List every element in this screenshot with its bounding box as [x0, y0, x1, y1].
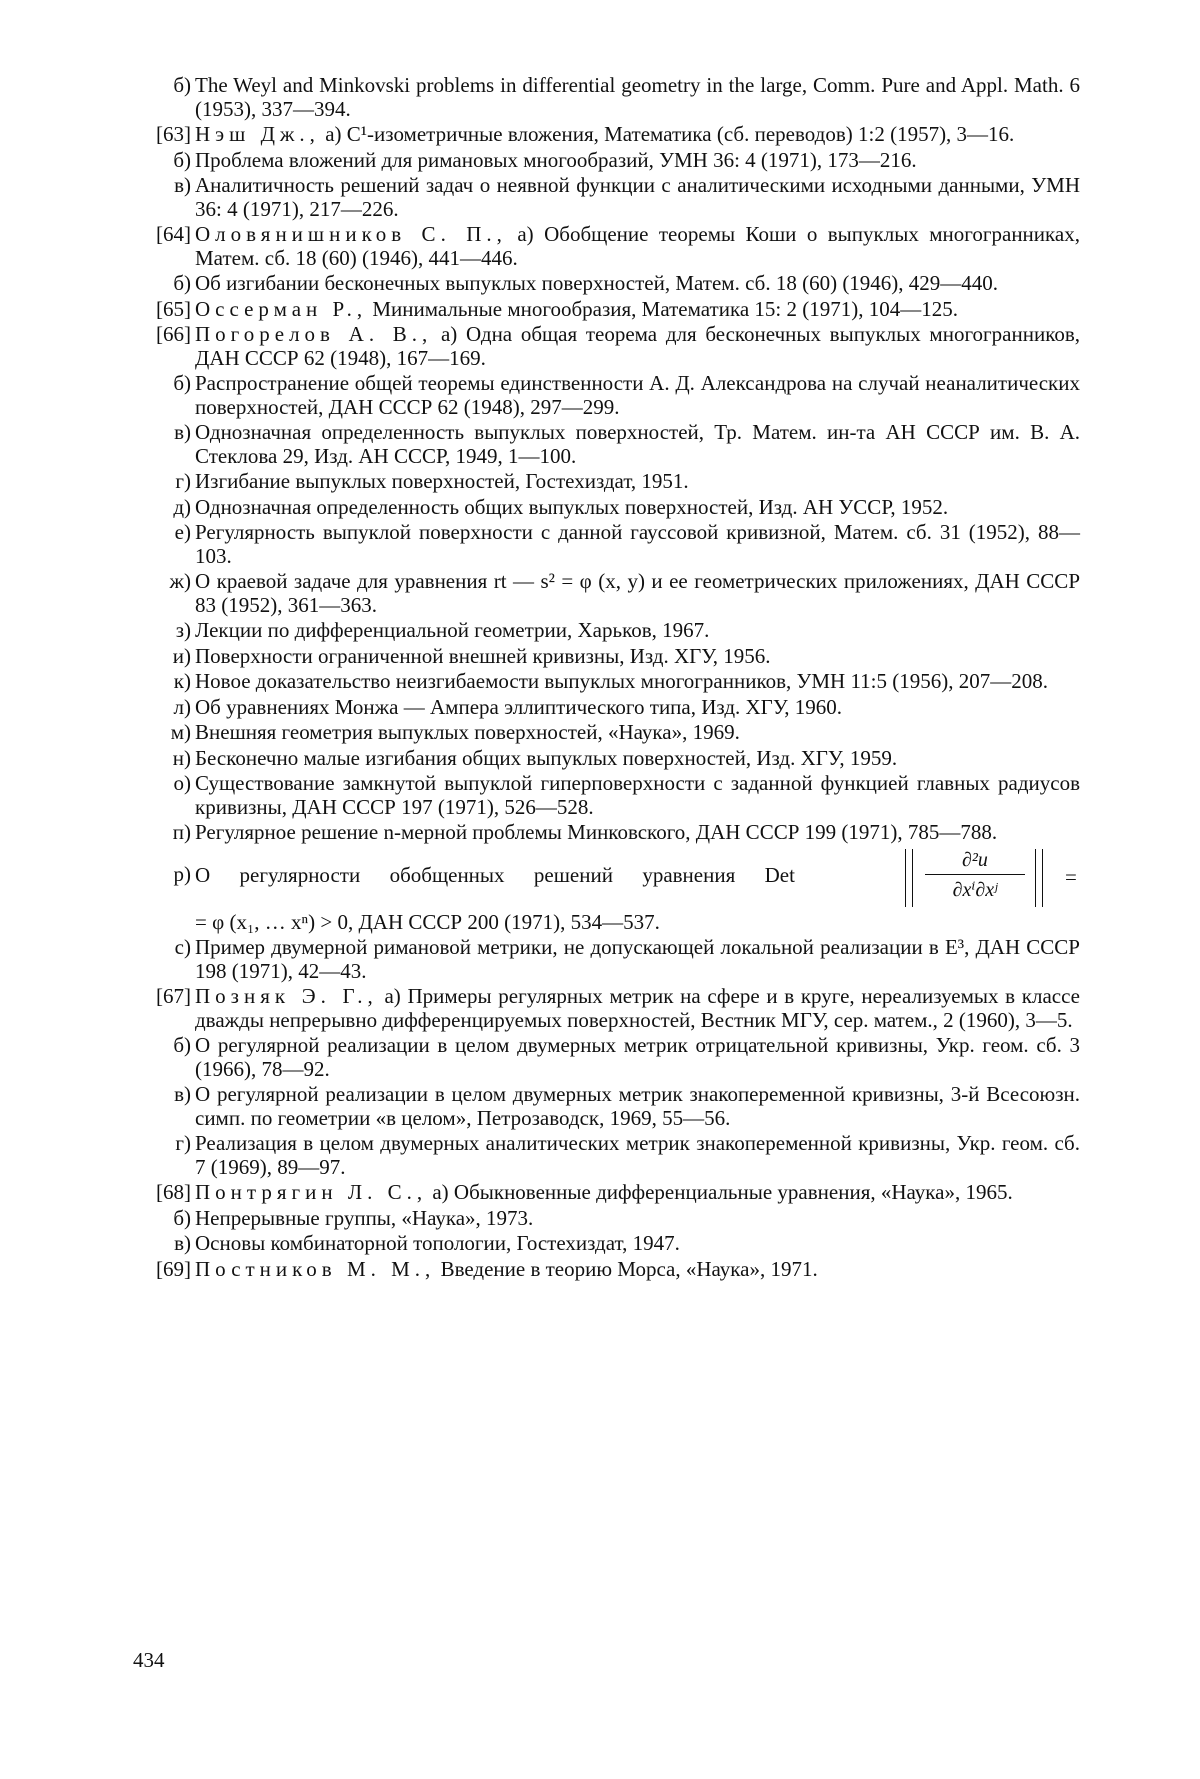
entry-body: Регулярное решение n-мерной проблемы Минковского, ДАН СССР 199 (1971), 785—788.: [195, 820, 997, 844]
reference-entry: [145, 696, 1080, 720]
entry-body: Пример двумерной римановой метрики, не допускающей локальной реализации в E³, ДАН СССР 198 (1971), 42—43.: [195, 935, 1080, 983]
reference-entry: [145, 149, 1080, 173]
formula-word: регулярности: [240, 863, 361, 888]
reference-entry: [145, 323, 1080, 370]
entry-label: в): [145, 1083, 191, 1107]
entry-text: [195, 372, 1080, 419]
entry-text: [195, 670, 1080, 694]
entry-label: б): [145, 1034, 191, 1058]
entry-label: г): [145, 470, 191, 494]
entry-body: Бесконечно малые изгибания общих выпуклых поверхностей, Изд. ХГУ, 1959.: [195, 746, 897, 770]
entry-author: Погорелов А. В.,: [195, 322, 432, 346]
entry-author: Понтрягин Л. С.,: [195, 1180, 427, 1204]
entry-text: [195, 772, 1080, 819]
entry-label: [66]: [145, 323, 191, 347]
entry-text: [195, 821, 1080, 845]
entry-body: Лекции по дифференциальной геометрии, Харьков, 1967.: [195, 618, 709, 642]
reference-entry: [145, 272, 1080, 296]
entry-author: Оссерман Р.,: [195, 297, 367, 321]
reference-entry: [145, 496, 1080, 520]
entry-body: Аналитичность решений задач о неявной функции с аналитическими исходными данными, УМН 36: 4 (1971), 217—226.: [195, 173, 1080, 221]
entry-body: О регулярной реализации в целом двумерных метрик отрицательной кривизны, Укр. геом. сб. 3 (1966), 78—92.: [195, 1033, 1080, 1081]
entry-body: Реализация в целом двумерных аналитических метрик знакопеременной кривизны, Укр. геом. сб. 7 (1969), 89—97.: [195, 1131, 1080, 1179]
entry-label: [67]: [145, 985, 191, 1009]
reference-entry: [145, 772, 1080, 819]
reference-entry: [145, 1181, 1080, 1205]
reference-group-2: [145, 936, 1080, 1281]
reference-entry: [145, 936, 1080, 983]
fraction-numerator: ∂²u: [925, 849, 1025, 875]
entry-body: Новое доказательство неизгибаемости выпуклых многогранников, УМН 11:5 (1956), 207—208.: [195, 669, 1048, 693]
entry-label: л): [145, 696, 191, 720]
equals-sign: =: [1065, 865, 1077, 890]
entry-text: [195, 570, 1080, 617]
fraction: [925, 849, 1025, 902]
entry-body: Об уравнениях Монжа — Ампера эллиптического типа, Изд. ХГУ, 1960.: [195, 695, 842, 719]
formula-word: решений: [534, 863, 613, 888]
entry-text: [195, 721, 1080, 745]
entry-label: б): [145, 74, 191, 98]
entry-label: б): [145, 149, 191, 173]
entry-body: Проблема вложений для римановых многообразий, УМН 36: 4 (1971), 173—216.: [195, 148, 917, 172]
reference-group-1: [145, 74, 1080, 845]
entry-author: Позняк Э. Г.,: [195, 984, 378, 1008]
entry-body: Об изгибании бесконечных выпуклых поверхностей, Матем. сб. 18 (60) (1946), 429—440.: [195, 271, 998, 295]
reference-entry: [145, 1258, 1080, 1282]
entry-body: Регулярность выпуклой поверхности с данной гауссовой кривизной, Матем. сб. 31 (1952), 88—103.: [195, 520, 1080, 568]
entry-text: [195, 696, 1080, 720]
entry-label: [69]: [145, 1258, 191, 1282]
entry-author: Нэш Дж.,: [195, 122, 320, 146]
norm-bar-left: [905, 849, 913, 907]
entry-text: [195, 272, 1080, 296]
entry-body: Поверхности ограниченной внешней кривизны, Изд. ХГУ, 1956.: [195, 644, 770, 668]
entry-label: о): [145, 772, 191, 796]
entry-label: б): [145, 272, 191, 296]
double-norm-formula: [905, 849, 1085, 907]
entry-label: з): [145, 619, 191, 643]
entry-text: [195, 1232, 1080, 1256]
entry-label: и): [145, 645, 191, 669]
entry-text: [195, 1083, 1080, 1130]
entry-label: в): [145, 1232, 191, 1256]
reference-entry: [145, 74, 1080, 121]
entry-label: н): [145, 747, 191, 771]
entry-body: Внешняя геометрия выпуклых поверхностей, «Наука», 1969.: [195, 720, 740, 744]
reference-entry: [145, 1232, 1080, 1256]
entry-label: б): [145, 372, 191, 396]
entry-text: [195, 1132, 1080, 1179]
entry-body: Непрерывные группы, «Наука», 1973.: [195, 1206, 533, 1230]
formula-lead-text: [195, 863, 795, 888]
entry-body: Изгибание выпуклых поверхностей, Гостехиздат, 1951.: [195, 469, 689, 493]
entry-label: в): [145, 174, 191, 198]
entry-label: [65]: [145, 298, 191, 322]
entry-label: [64]: [145, 223, 191, 247]
entry-body: The Weyl and Minkovski problems in differential geometry in the large, Comm. Pure and Appl. Math. 6 (1953), 337—394.: [195, 73, 1080, 121]
entry-text: [195, 619, 1080, 643]
reference-entry: [145, 372, 1080, 419]
reference-entry: [145, 570, 1080, 617]
entry-label: м): [145, 721, 191, 745]
entry-label: в): [145, 421, 191, 445]
reference-entry: [145, 223, 1080, 270]
reference-entry-formula: [145, 849, 1080, 907]
reference-entry: [145, 985, 1080, 1032]
entry-text: [195, 985, 1080, 1032]
entry-label: г): [145, 1132, 191, 1156]
entry-text: [195, 149, 1080, 173]
formula-word: обобщенных: [390, 863, 505, 888]
entry-text: [195, 747, 1080, 771]
entry-label: [63]: [145, 123, 191, 147]
entry-label: [68]: [145, 1181, 191, 1205]
entry-body: Введение в теорию Морса, «Наука», 1971.: [441, 1257, 818, 1281]
entry-body: Однозначная определенность выпуклых поверхностей, Тр. Матем. ин-та АН СССР им. В. А. Стеклова 29, Изд. АН СССР, 1949, 1—100.: [195, 420, 1080, 468]
entry-body: Основы комбинаторной топологии, Гостехиздат, 1947.: [195, 1231, 680, 1255]
entry-body: а) Обобщение теоремы Коши о выпуклых многогранниках, Матем. сб. 18 (60) (1946), 441—446.: [195, 222, 1080, 270]
reference-entry: [145, 619, 1080, 643]
reference-entry: [145, 123, 1080, 147]
formula-word: Det: [765, 863, 795, 888]
entry-text: [195, 470, 1080, 494]
entry-text: [195, 1034, 1080, 1081]
formula-continuation: [145, 911, 1080, 935]
reference-entry: [145, 470, 1080, 494]
reference-entry: [145, 298, 1080, 322]
entry-text: [195, 645, 1080, 669]
entry-body: Однозначная определенность общих выпуклых поверхностей, Изд. АН УССР, 1952.: [195, 495, 948, 519]
reference-entry: [145, 521, 1080, 568]
entry-label: ж): [145, 570, 191, 594]
entry-text: [195, 521, 1080, 568]
reference-entry: [145, 721, 1080, 745]
reference-entry: [145, 821, 1080, 845]
reference-entry: [145, 1207, 1080, 1231]
page-number: 434: [133, 1648, 165, 1673]
entry-text: [195, 496, 1080, 520]
reference-entry: [145, 670, 1080, 694]
reference-entry: [145, 421, 1080, 468]
reference-entry: [145, 747, 1080, 771]
reference-entry: [145, 645, 1080, 669]
entry-body: а) Обыкновенные дифференциальные уравнения, «Наука», 1965.: [432, 1180, 1012, 1204]
entry-label: д): [145, 496, 191, 520]
entry-body: а) Одна общая теорема для бесконечных выпуклых многогранников, ДАН СССР 62 (1948), 167—169.: [195, 322, 1080, 370]
norm-bar-right: [1035, 849, 1043, 907]
entry-label: б): [145, 1207, 191, 1231]
entry-text: [195, 1258, 1080, 1282]
entry-text: [195, 174, 1080, 221]
reference-list: [145, 74, 1080, 1283]
entry-text: [195, 1207, 1080, 1231]
entry-label: п): [145, 821, 191, 845]
reference-entry: [145, 1132, 1080, 1179]
fraction-denominator: ∂xⁱ∂xʲ: [925, 875, 1025, 902]
reference-entry: [145, 1083, 1080, 1130]
entry-text: [195, 223, 1080, 270]
entry-text: [195, 123, 1080, 147]
entry-body: а) Примеры регулярных метрик на сфере и в круге, нереализуемых в классе дважды непрерывно дифференцируемых поверхностей, Вестник МГУ, сер. матем., 2 (1960), 3—5.: [195, 984, 1080, 1032]
reference-entry: [145, 1034, 1080, 1081]
entry-author: Оловянишников С. П.,: [195, 222, 507, 246]
entry-text: = φ (x₁, … xⁿ) > 0, ДАН СССР 200 (1971), 534—537.: [195, 911, 1080, 935]
entry-text: [195, 323, 1080, 370]
entry-text: [195, 936, 1080, 983]
entry-body: Минимальные многообразия, Математика 15: 2 (1971), 104—125.: [372, 297, 958, 321]
entry-body: Существование замкнутой выпуклой гиперповерхности с заданной функцией главных радиусов кривизны, ДАН СССР 197 (1971), 526—528.: [195, 771, 1080, 819]
entry-label: к): [145, 670, 191, 694]
reference-entry: [145, 174, 1080, 221]
entry-body: О краевой задаче для уравнения rt — s² = φ (x, y) и ее геометрических приложениях, ДАН СССР 83 (1952), 361—363.: [195, 569, 1080, 617]
formula-word: уравнения: [642, 863, 735, 888]
entry-label: е): [145, 521, 191, 545]
formula-word: О: [195, 863, 210, 888]
entry-author: Постников М. М.,: [195, 1257, 435, 1281]
entry-text: [195, 421, 1080, 468]
entry-label: р): [145, 863, 191, 887]
entry-text: [195, 74, 1080, 121]
entry-body: а) C¹-изометричные вложения, Математика (сб. переводов) 1:2 (1957), 3—16.: [325, 122, 1014, 146]
entry-label: с): [145, 936, 191, 960]
entry-text: [195, 298, 1080, 322]
entry-text: [195, 1181, 1080, 1205]
entry-body: О регулярной реализации в целом двумерных метрик знакопеременной кривизны, 3-й Всесоюзн. симп. по геометрии «в целом», Петрозаводск, 1969, 55—56.: [195, 1082, 1080, 1130]
document-page: [0, 0, 1200, 1779]
entry-body: Распространение общей теоремы единственности А. Д. Александрова на случай неаналитических поверхностей, ДАН СССР 62 (1948), 297—299.: [195, 371, 1080, 419]
